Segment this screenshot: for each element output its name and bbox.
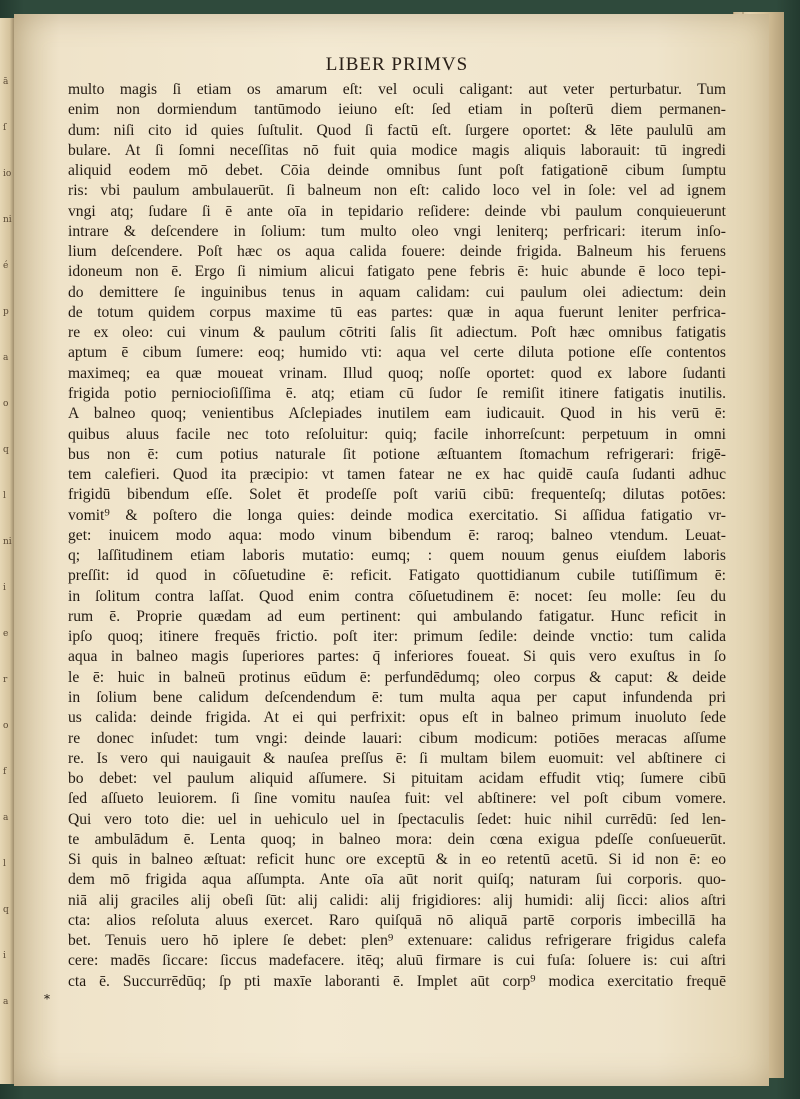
text-line: re. Is vero qui nauigauit & nauſea preſſus ē: ſi multam bilem euomuit: vel abſtinere ci [68,749,726,767]
margin-letter: ā [3,77,9,87]
text-line: bo debet: vel paulum aliquid aſſumere. Si pituitam acidam effudit vtiq; ſumere cibū [68,770,726,788]
text-line: dum: niſi cito id quies ſuſtulit. Quod ſi factū eſt. ſurgere oportet: & lēte paululū am [68,121,726,139]
margin-letter: q [3,445,9,455]
text-line: cta: alios reſoluta aluus exercet. Raro quiſquā nō aliquā partē corporis imbecillā ha [68,911,726,929]
body-text [68,80,726,992]
text-line: te ambulādum ē. Lenta quoq; in balneo mora: dein cœna exigua pdeſſe conſueuerūt. [68,830,726,848]
text-line: dem mō frigida aqua aſſumpta. Ante oīa aūt norit quiſq; naturam ſui corporis. quo- [68,871,726,889]
margin-letter: r [3,675,8,685]
text-line: idoneum non ē. Ergo ſi nimium alicui fatigato pene febris ē: huic abunde ē loco tepi- [68,263,726,281]
text-line: aptum ē cibum ſumere: eoq; humido vti: aqua vel certe diluta potione eſſe contentos [68,344,726,362]
text-line: bulare. At ſi ſomni neceſſitas nō fuit quia modice magis aliquis laborauit: tū ingredi [68,141,726,159]
text-line: maximeq; ea quæ moueat vrinam. Illud quoq; noſſe oportet: quod ex labore ſudanti [68,364,726,382]
text-line: bus non ē: cum potius naturale ſit potione æſtuantem ſtomachum refrigerari: frigē- [68,445,726,463]
text-line: ris: vbi paulum ambulauerūt. ſi balneum non eſt: calido loco vel in ſole: vel ad ignem [68,182,726,200]
text-line: vomit⁹ & poſtero die longa quies: deinde modica exercitatio. Si aſſidua fatigatio vr- [68,506,726,524]
text-line: re donec inſudet: tum vngi: deinde lauari: cibum modicum: potiōes meracas aſſume [68,729,726,747]
margin-letter: é [3,261,9,271]
text-line: bet. Tenuis uero hō iplere ſe debet: plen⁹ extenuare: calidus refrigerare frigidus calefa [68,932,726,950]
text-line: multo magis ſi etiam os amarum eſt: vel oculi caligant: aut veter perturbatur. Tum [68,81,726,98]
text-line: le ē: huic in balneū protinus eūdum ē: perfundēdumq; oleo corpus & caput: & deide [68,668,726,686]
text-line: A balneo quoq; venientibus Aſclepiades inutilem eam iudicauit. Quod in his verū ē: [68,405,726,423]
text-line: aliquid eodem mō debet. Cōia deinde omnibus ſunt poſt fatigationē cibum ſumptu [68,162,726,180]
text-line: quibus aluus facile nec toto reſoluitur: quiq; facile inhorreſcunt: perpetuum in omni [68,425,726,443]
text-line: de totum quidem corpus maxime tū eas partes: quæ in aqua fuerunt leniter perfrica- [68,303,726,321]
margin-letter: io [3,169,12,179]
text-line: intrare & deſcendere in ſolium: tum multo oleo vngi leniterq; perfricari: iterum inſo- [68,222,726,240]
text-line: lium deſcendere. Poſt hæc os aqua calida fouere: deinde frigida. Balneum his feruens [68,243,726,261]
text-line: aqua in balneo magis ſuperiores partes: q̄ inferiores foueat. Si quis vero exuſtus in ſo [68,648,726,666]
text-line: re ex oleo: cui vinum & paulum cōtriti ſalis ſit adiectum. Poſt hæc omnibus fatigatis [68,324,726,342]
text-line: in ſolium bene calidum deſcendendum ē: tum multa aqua per caput infundenda pri [68,688,726,706]
left-page-edge [0,18,15,1084]
text-line: vngi atq; ſudare ſi ē ante oīa in tepidario reſidere: deinde vbi paulum conquieuerunt [68,202,726,220]
margin-letter: l [3,491,6,501]
running-head: LIBER PRIMVS [325,54,469,75]
text-line: ipſo quoq; itinere frequēs frictio. poſt iter: primum ſedile: deinde vnctio: tum calida [68,628,726,646]
text-line: in ſolitum contra laſſat. Quod enim contra cōſuetudinem ē: nocet: ſeu molle: ſeu du [68,587,726,605]
margin-letter: a [3,997,9,1007]
text-line: cta ē. Succurrēdūq; ſp pti maxīe laboranti ē. Implet aūt corp⁹ modica exercitatio frequē [68,972,726,990]
text-line: get: inuicem modo aqua: modo vinum bibendum ē: raroq; balneo vtendum. Leuat- [68,526,726,544]
text-line: Si quis in balneo æſtuat: reficit hunc ore exceptū & in eo retentū acetū. Si id non ē: eo [68,851,726,869]
margin-letter: l [3,859,6,869]
margin-letter: ni [3,537,12,547]
text-line: niā alij graciles alij obeſi ſūt: alij calidi: alij frigidiores: alij humidi: alij ſicci: alios aſtri [68,891,726,909]
text-block [68,54,726,992]
margin-letter: o [3,399,9,409]
text-line: tem calefieri. Quod ita præcipio: vt tamen fatear ne ex hac quidē cauſa ſudanti adhuc [68,466,726,484]
left-page-margin-letters [1,78,13,1078]
margin-letter: i [3,583,6,593]
text-line: do demittere ſe inguinibus tenus in aquam calidam: cui paulum olei adiectum: dein [68,283,726,301]
text-line: frigida potio perniocioſiſſima ē. atq; etiam cū ſudor ſe remiſit itinere fatigatis inutilis. [68,384,726,402]
text-line: rum ē. Proprie quædam ad eum pertinent: qui ambulando fatigatur. Hunc reficit in [68,607,726,625]
text-line: us calida: deinde frigida. At ei qui perfrixit: opus eſt in balneo primum inuoluto ſede [68,709,726,727]
margin-letter: a [3,813,9,823]
margin-letter: q [3,905,9,915]
margin-letter: ni [3,215,12,225]
text-line: ſed aſſueto leuiorem. ſi ſine vomitu nauſea fuit: vel abſtinere: vel poſt cibum vomere. [68,790,726,808]
text-line: cere: madēs ſiccare: ſiccus madefacere. itēq; aluū firmare is cui fuſa: ſoluere is: cui aſtri [68,952,726,970]
text-line: enim non dormiendum tantūmodo ieiuno eſt: ſed etiam in poſterū diem permanen- [68,101,726,119]
margin-mark: * [44,992,50,1006]
margin-letter: ſ [3,123,7,133]
margin-letter: a [3,353,9,363]
margin-letter: o [3,721,9,731]
margin-letter: f [3,767,7,777]
text-line: Qui vero toto die: uel in uehiculo uel in ſpectaculis ſedet: huic nihil currēdū: ſed len- [68,810,726,828]
margin-letter: e [3,629,9,639]
text-line: frigidū bibendum eſſe. Solet ēt prodeſſe poſt variū cibū: frequenteſq; dilutas potōes: [68,486,726,504]
text-line: q; laſſitudinem etiam laboris mutatio: eumq; : quem nouum genus eiuſdem laboris [68,547,726,565]
text-line: preſſit: id quod in cōſuetudine ē: reficit. Fatigato quottidianum cubile tutiſſimum ē: [68,567,726,585]
margin-letter: i [3,951,6,961]
margin-letter: p [3,307,9,317]
